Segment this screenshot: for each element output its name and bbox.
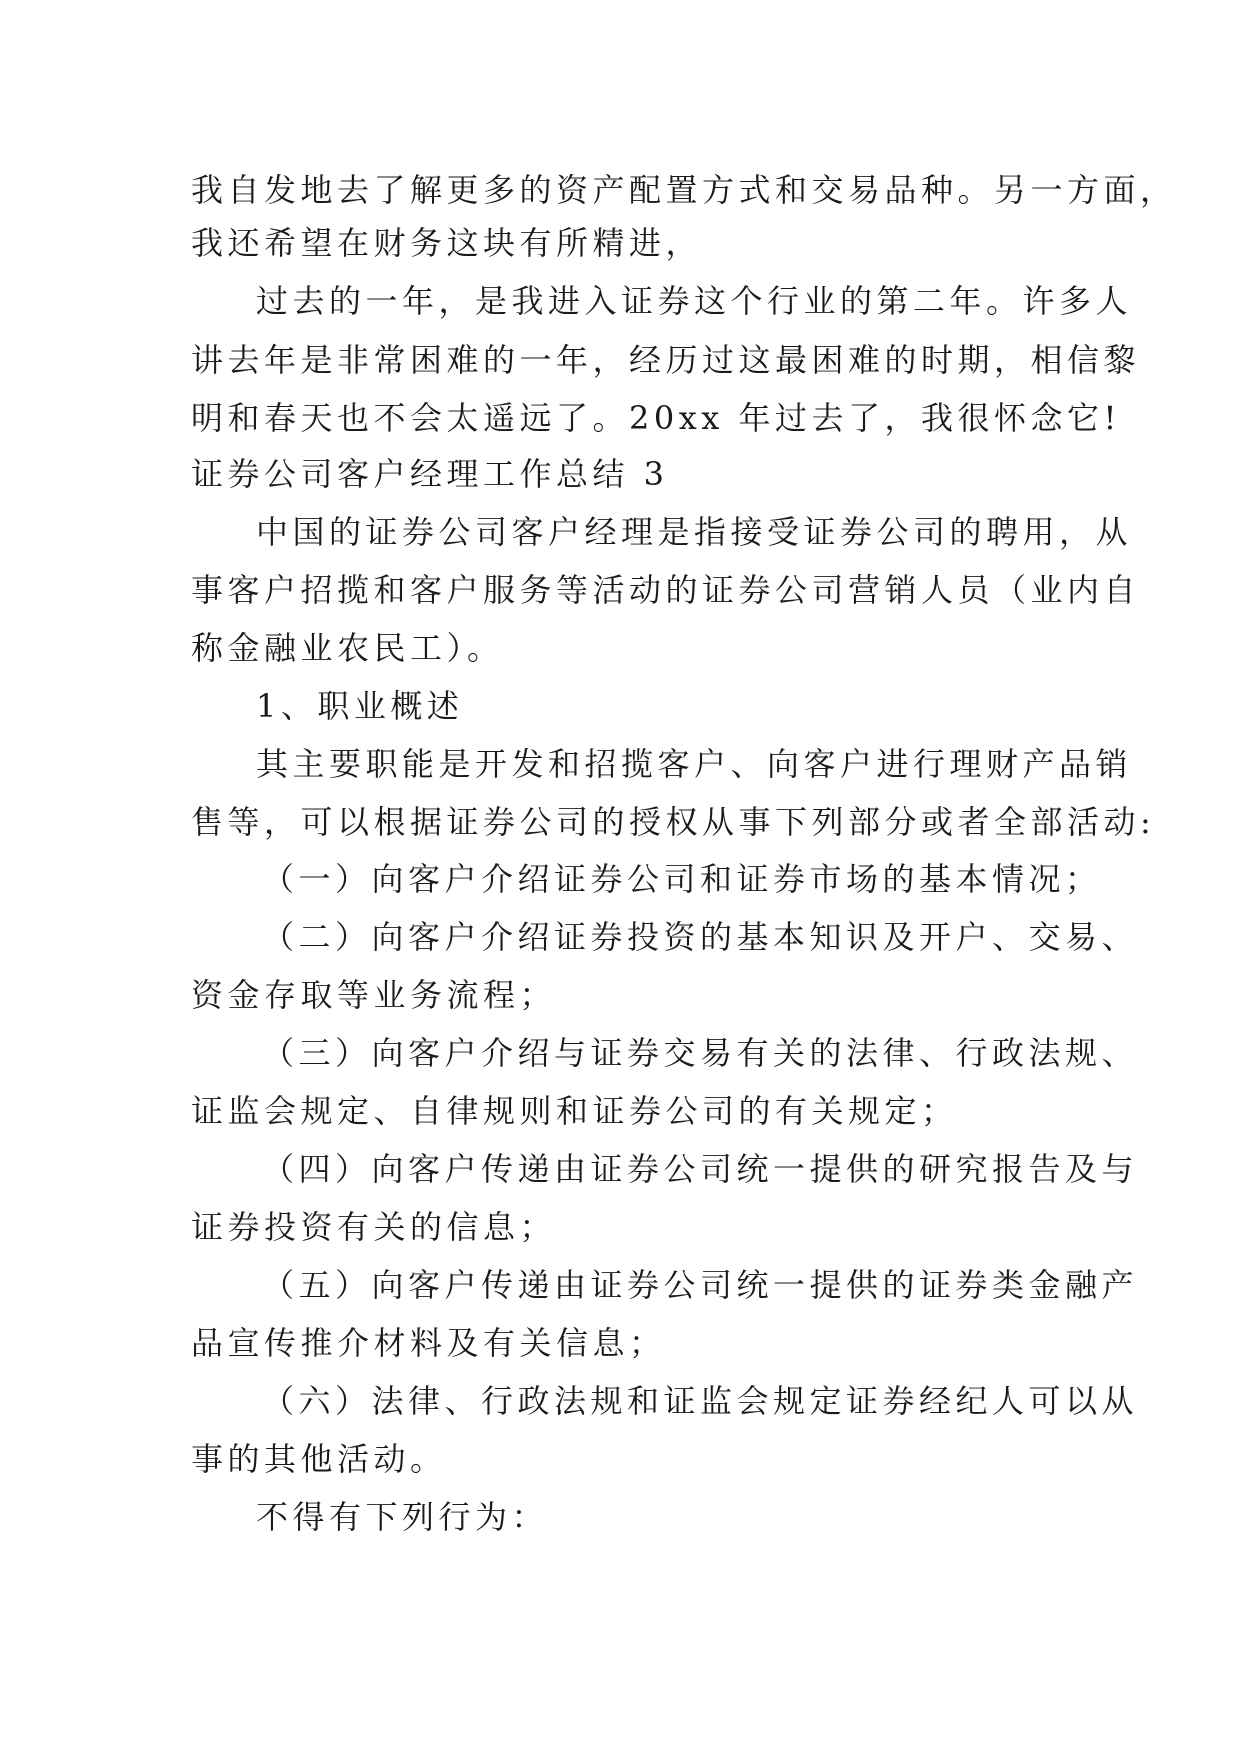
paragraph-line: 我还希望在财务这块有所精进， <box>191 224 703 262</box>
list-item-continuation: 事的其他活动。 <box>191 1440 447 1478</box>
paragraph-line: 中国的证券公司客户经理是指接受证券公司的聘用，从 <box>256 513 1133 551</box>
list-item: （一）向客户介绍证券公司和证券市场的基本情况； <box>262 860 1102 898</box>
list-item-continuation: 证监会规定、自律规则和证券公司的有关规定； <box>191 1092 958 1130</box>
section-heading: 证券公司客户经理工作总结 3 <box>191 455 669 493</box>
paragraph-line: 明和春天也不会太遥远了。20xx 年过去了，我很怀念它! <box>191 399 1121 437</box>
paragraph-line: 事客户招揽和客户服务等活动的证券公司营销人员（业内自 <box>191 571 1141 609</box>
list-item-continuation: 品宣传推介材料及有关信息； <box>191 1324 666 1362</box>
paragraph-line: 其主要职能是开发和招揽客户、向客户进行理财产品销 <box>256 745 1133 783</box>
paragraph-line: 过去的一年，是我进入证券这个行业的第二年。许多人 <box>256 282 1133 320</box>
paragraph-line: 称金融业农民工）。 <box>191 629 504 667</box>
paragraph-line: 售等，可以根据证券公司的授权从事下列部分或者全部活动: <box>191 803 1156 841</box>
subsection-heading: 1、职业概述 <box>256 687 464 725</box>
list-item: （三）向客户介绍与证券交易有关的法律、行政法规、 <box>262 1034 1139 1072</box>
paragraph-line: 不得有下列行为： <box>256 1498 549 1536</box>
list-item-continuation: 资金存取等业务流程； <box>191 976 557 1014</box>
paragraph-line: 讲去年是非常困难的一年，经历过这最困难的时期，相信黎 <box>191 341 1141 379</box>
list-item: （五）向客户传递由证券公司统一提供的证券类金融产 <box>262 1266 1139 1304</box>
paragraph-line: 我自发地去了解更多的资产配置方式和交易品种。另一方面， <box>191 171 1177 209</box>
list-item: （六）法律、行政法规和证监会规定证券经纪人可以从 <box>262 1382 1139 1420</box>
list-item-continuation: 证券投资有关的信息； <box>191 1208 557 1246</box>
list-item: （二）向客户介绍证券投资的基本知识及开户、交易、 <box>262 918 1139 956</box>
list-item: （四）向客户传递由证券公司统一提供的研究报告及与 <box>262 1150 1139 1188</box>
